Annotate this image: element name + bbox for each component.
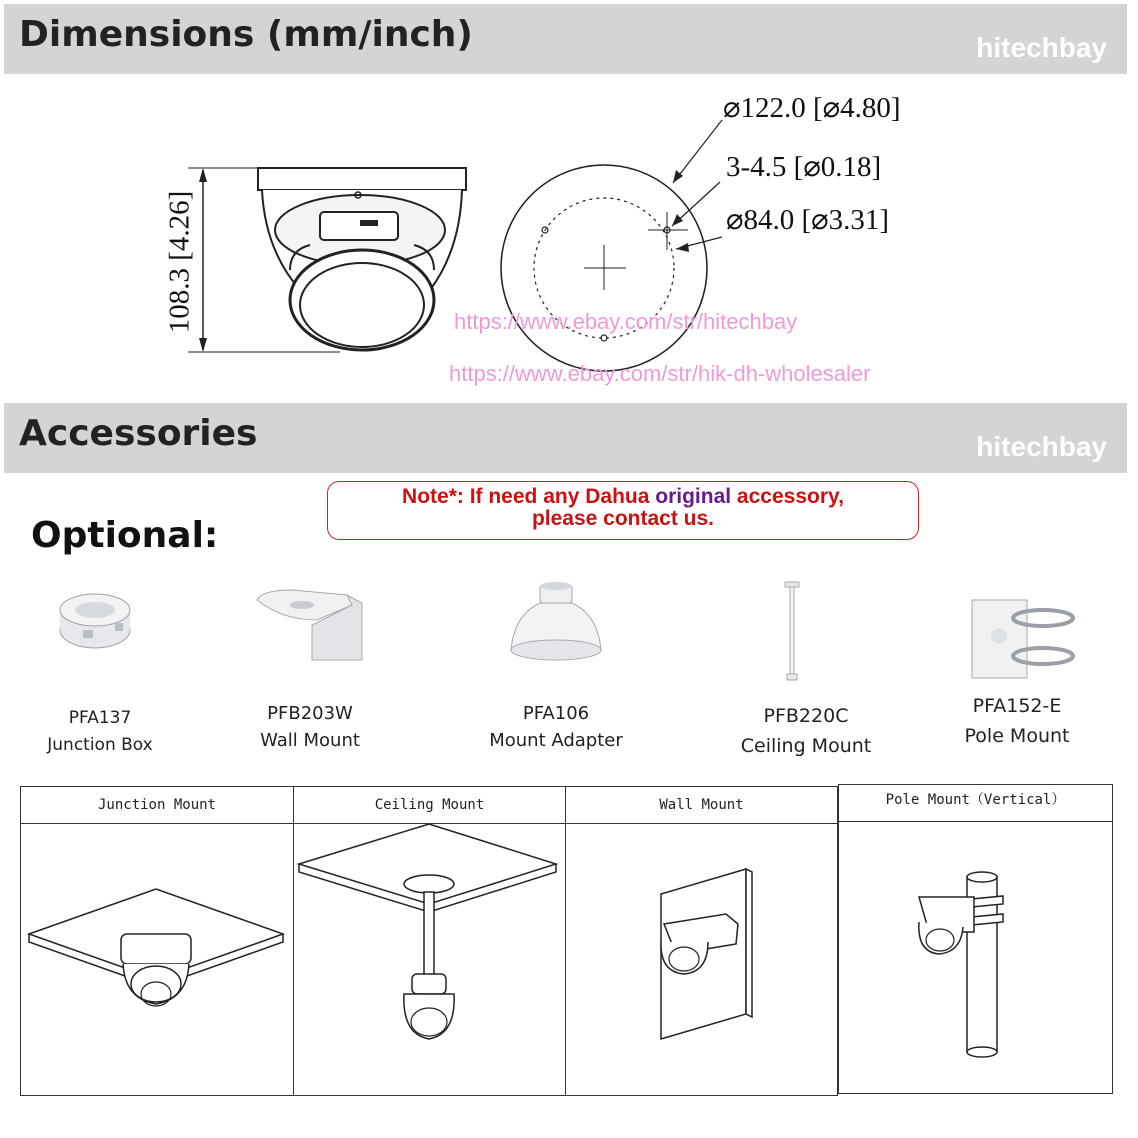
accessories-banner [4, 403, 1127, 473]
note-text-1: Note*: If need any Dahua [402, 485, 656, 508]
pole-mount-panel [838, 784, 1113, 1094]
wall-mount-bracket-icon [252, 585, 367, 665]
accessory-label: PFA137 Junction Box [47, 708, 153, 755]
wall-mount-panel [565, 786, 838, 1096]
inner-diameter-label: ⌀84.0 [⌀3.31] [726, 204, 889, 236]
panel-label: Wall Mount [566, 787, 837, 824]
accessory-label: PFA152-E Pole Mount [964, 695, 1070, 747]
note-highlight: original [655, 485, 732, 508]
store-url-1[interactable]: https://www.ebay.com/str/hitechbay [454, 309, 798, 334]
hole-size-label: 3-4.5 [⌀0.18] [726, 151, 882, 183]
pole-clamp-icon [968, 596, 1078, 681]
height-dimension-label: 108.3 [4.26] [163, 190, 196, 334]
junction-box-icon [55, 585, 135, 655]
ceiling-mount-panel [293, 786, 566, 1096]
contact-note [327, 481, 919, 540]
optional-heading: Optional: [31, 515, 219, 556]
panel-label: Junction Mount [21, 787, 293, 824]
watermark: hitechbay [976, 431, 1107, 462]
ceiling-mount-illustration [294, 824, 565, 1094]
dimensions-title: Dimensions (mm/inch) [19, 14, 473, 55]
store-url-2[interactable]: https://www.ebay.com/str/hik-dh-wholesaler [449, 361, 871, 386]
note-text-2: accessory, [731, 485, 844, 508]
junction-mount-panel [20, 786, 294, 1096]
ceiling-pole-icon [777, 580, 807, 685]
mount-adapter-icon [506, 580, 606, 665]
note-text-3: please contact us. [531, 507, 715, 530]
pole-mount-illustration [839, 822, 1112, 1092]
outer-diameter-label: ⌀122.0 [⌀4.80] [723, 92, 901, 124]
accessory-label: PFA106 Mount Adapter [489, 703, 623, 751]
panel-label: Pole Mount（Vertical） [839, 785, 1112, 822]
wall-mount-illustration [566, 824, 837, 1094]
accessory-label: PFB220C Ceiling Mount [740, 705, 872, 757]
accessory-label: PFB203W Wall Mount [260, 703, 360, 751]
watermark: hitechbay [976, 32, 1107, 63]
accessories-title: Accessories [19, 413, 258, 454]
junction-mount-illustration [21, 824, 293, 1094]
panel-label: Ceiling Mount [294, 787, 565, 824]
